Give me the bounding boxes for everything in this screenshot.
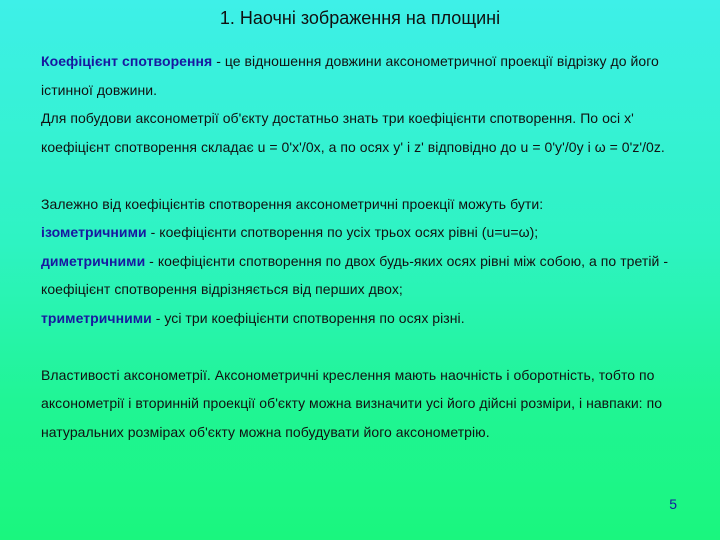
coefficients-paragraph: Для побудови аксонометрії об'єкту достатньо знать три коефіцієнти спотворення. По осі x' коефіцієнт спотворення складає u = 0'x'/0x, а по осях y' і z' відповідно до u = 0'y'/0y і ω = 0'z'/0z. <box>41 110 665 155</box>
term-distortion-coefficient: Коефіцієнт спотворення <box>41 53 213 69</box>
slide-title: 1. Наочні зображення на площині <box>219 8 501 28</box>
definition-paragraph <box>41 47 701 104</box>
term-trimetric: триметричними <box>41 309 152 326</box>
paragraph-spacer <box>41 332 701 361</box>
type-isometric <box>41 218 701 247</box>
properties-paragraph: Властивості аксонометрії. Аксонометричні креслення мають наочність і оборотність, тобто по аксонометрії і вторинній проекції об'єкту можна визначити усі його дійсні розміри, і навпаки: по натуральних розмірах об'єкту можна побудувати його аксонометрію. <box>41 366 663 440</box>
definition-text: - це відношення довжини аксонометричної проекції відрізку до його істинної довжини. <box>41 53 659 98</box>
slide-body <box>41 47 701 446</box>
paragraph-spacer <box>41 161 701 190</box>
term-dimetric: диметричними <box>41 252 146 269</box>
type-dimetric <box>41 247 701 304</box>
type-dimetric-text: - коефіцієнти спотворення по двох будь-яких осях рівні між собою, а по третій - коефіцієнт спотворення відрізняється від перших двох; <box>41 252 669 297</box>
term-isometric: ізометричними <box>41 224 147 240</box>
page-number: 5 <box>669 496 677 512</box>
types-intro-paragraph: Залежно від коефіцієнтів спотворення аксонометричні проекції можуть бути: <box>41 195 544 212</box>
type-trimetric <box>41 304 701 333</box>
type-isometric-text: - коефіцієнти спотворення по усіх трьох осях рівні (u=u=ω); <box>146 224 539 240</box>
type-trimetric-text: - усі три коефіцієнти спотворення по осях різні. <box>151 309 465 326</box>
